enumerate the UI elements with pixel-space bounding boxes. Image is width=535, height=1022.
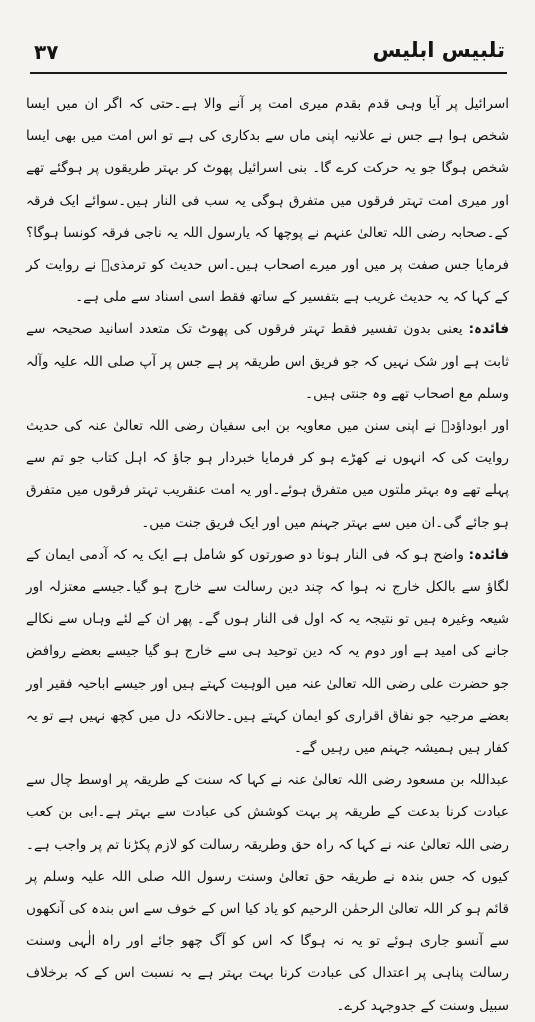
page-header: [30, 38, 507, 74]
paragraph-text: یعنی بدون تفسیر فقط تہتر فرقوں کی پھوٹ تک متعدد اسانید صحیحہ سے ثابت ہے اور شک نہیں کہ جو فریق اس طریقہ پر ہے جس پر آپ صلی اللہ علیہ وآلہ وسلم مع اصحاب تھے وہ جنتی ہیں۔: [26, 321, 509, 402]
paragraph-benefit-note: [26, 539, 509, 764]
page-body: [26, 88, 509, 1014]
page-number: ۳۷: [34, 40, 59, 64]
book-title: تلبیس ابلیس: [372, 38, 505, 62]
paragraph-text: واضح ہو کہ فی النار ہونا دو صورتوں کو شامل ہے ایک یہ کہ آدمی ایمان کے لگاؤ سے بالکل خارج نہ ہوا کہ چند دین رسالت سے خارج ہو گیا۔جیسے معتزلہ اور شیعہ وغیرہ ہیں تو نتیجہ یہ کہ اول فی النار ہوں گے۔ پھر ان کے لئے وہاں سے نکالے جانے کی امید ہے اور دوم یہ کہ دین توحید ہی سے خارج ہو گیا جیسے بعضے روافض جو حضرت علی رضی اللہ تعالیٰ عنہ میں الوہیت کہتے ہیں اور جیسے اباحیہ فقیر اور بعضے مرجیہ جو نفاق اقراری کو ایمان کہتے ہیں۔حالانکہ دل میں کچھ نہیں ہے تو یہ کفار ہیں ہمیشہ جہنم میں رہیں گے۔: [26, 546, 509, 757]
paragraph-text: عبداللہ بن مسعود رضی اللہ تعالیٰ عنہ نے کہا کہ سنت کے طریقہ پر اوسط چال سے عبادت کرنا بدعت کے طریقہ پر بہت کوشش کی عبادت سے بہتر ہے۔ابی بن کعب رضی اللہ تعالیٰ عنہ نے کہا کہ راہ حق وطریقہ رسالت کو لازم پکڑنا تم پر واجب ہے۔کیوں کہ جس بندہ نے طریقہ حق تعالیٰ وسنت رسول اللہ صلی اللہ علیہ وسلم پر قائم ہو کر اللہ تعالیٰ الرحمٰن الرحیم کو یاد کیا اس کے خوف سے اس بندہ کی آنکھوں سے آنسو جاری ہوئے تو یہ نہ ہوگا کہ اس کو آگ چھو جائے اور راہ الٰہی وسنت رسالت پناہی پر اعتدال کی عبادت کرنا بہت بہتر ہے بہ نسبت اس کے کہ برخلاف سبیل وسنت کے جدوجہد کرے۔: [26, 772, 509, 1014]
paragraph-text: اور ابوداؤدؒ نے اپنی سنن میں معاویہ بن ابی سفیان رضی اللہ تعالیٰ عنہ کی حدیث روایت کی کہ انہوں نے کھڑے ہو کر فرمایا خبردار ہو جاؤ کہ اہل کتاب جو تم سے پہلے تھے وہ بہتر ملتوں میں متفرق ہوئے۔اور یہ امت عنقریب تہتر فرقوں میں متفرق ہو جائے گی۔ان میں سے بہتر جہنم میں اور ایک فریق جنت میں۔: [26, 418, 509, 531]
paragraph-text: اسرائیل پر آیا وہی قدم بقدم میری امت پر آنے والا ہے۔حتی کہ اگر ان میں ایسا شخص ہوا ہے جس نے علانیہ اپنی ماں سے بدکاری کی ہے تو اس امت میں بھی ایسا شخص ہوگا جو یہ حرکت کرے گا۔ بنی اسرائیل پھوٹ کر بہتر طریقوں پر ہوگئے تھے اور میری امت تہتر فرقوں میں متفرق ہوگی یہ سب فی النار ہیں۔سوائے ایک فرقہ کے۔صحابہ رضی اللہ تعالیٰ عنہم نے پوچھا کہ یارسول اللہ یہ ناجی فرقہ کونسا ہوگا؟ فرمایا جس صفت پر میں اور میرے اصحاب ہیں۔اس حدیث کو ترمذیؒ نے روایت کر کے کہا کہ یہ حدیث غریب ہے بتفسیر کے ساتھ فقط اسی اسناد سے ملی ہے۔: [26, 96, 509, 306]
paragraph-hadith-continuation: [26, 88, 509, 313]
paragraph-abu-dawud-narration: [26, 410, 509, 539]
benefit-label: فائدہ:: [468, 321, 509, 338]
paragraph-benefit-note: [26, 313, 509, 410]
paragraph-ibn-masud-narration: [26, 764, 509, 1022]
benefit-label: فائدہ:: [468, 546, 509, 563]
